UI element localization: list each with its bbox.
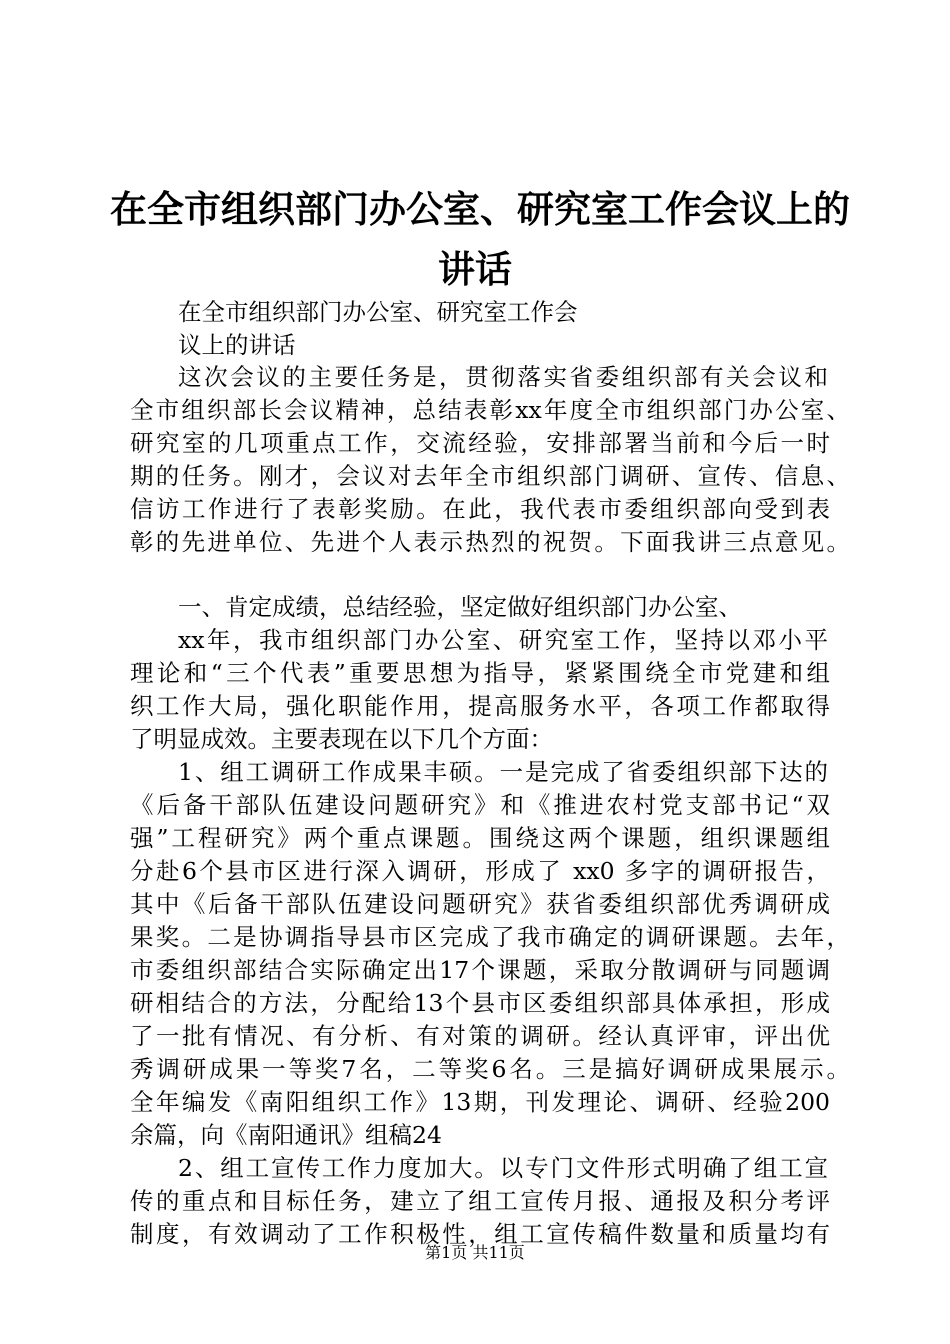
paragraph-line: 《后备干部队伍建设问题研究》和《推进农村党支部书记“双: [130, 791, 830, 819]
paragraph-line: 其中《后备干部队伍建设问题研究》获省委组织部优秀调研成: [130, 890, 830, 918]
paragraph-line: 分赴6个县市区进行深入调研，形成了 xx0 多字的调研报告，: [130, 857, 830, 885]
paragraph-line: 信访工作进行了表彰奖励。在此，我代表市委组织部向受到表: [130, 495, 830, 523]
document-title-line-1: 在全市组织部门办公室、研究室工作会议上的: [110, 188, 850, 231]
paragraph-line: 研相结合的方法，分配给13个县市区委组织部具体承担，形成: [130, 989, 830, 1017]
paragraph-line: 全年编发《南阳组织工作》13期，刊发理论、调研、经验200: [130, 1088, 830, 1116]
paragraph-line: 研究室的几项重点工作，交流经验，安排部署当前和今后一时: [130, 429, 830, 457]
page-footer: 第1页 共11页: [425, 1243, 525, 1262]
paragraph-line: 2、组工宣传工作力度加大。以专门文件形式明确了组工宣: [178, 1154, 828, 1182]
paragraph-line: 织工作大局，强化职能作用，提高服务水平，各项工作都取得: [130, 692, 830, 720]
paragraph-line: 果奖。二是协调指导县市区完成了我市确定的调研课题。去年，: [130, 923, 850, 951]
paragraph-line: 理论和“三个代表”重要思想为指导，紧紧围绕全市党建和组: [130, 659, 830, 687]
paragraph-line: 制度，有效调动了工作积极性，组工宣传稿件数量和质量均有: [130, 1220, 830, 1248]
document-title-line-2: 讲话: [438, 248, 512, 291]
paragraph-line: xx年，我市组织部门办公室、研究室工作，坚持以邓小平: [178, 626, 828, 654]
paragraph-line: 了明显成效。主要表现在以下几个方面：: [130, 725, 553, 753]
paragraph-line: 市委组织部结合实际确定出17个课题，采取分散调研与同题调: [130, 956, 830, 984]
subtitle-line: 议上的讲话: [178, 331, 296, 359]
paragraph-line: 全市组织部长会议精神，总结表彰xx年度全市组织部门办公室、: [130, 396, 850, 424]
paragraph-line: 秀调研成果一等奖7名，二等奖6名。三是搞好调研成果展示。: [130, 1055, 850, 1083]
paragraph-line: 期的任务。刚才，会议对去年全市组织部门调研、宣传、信息、: [130, 462, 850, 490]
subtitle-line: 在全市组织部门办公室、研究室工作会: [178, 298, 578, 326]
paragraph-line: 余篇，向《南阳通讯》组稿24: [130, 1121, 442, 1149]
paragraph-line: 了一批有情况、有分析、有对策的调研。经认真评审，评出优: [130, 1022, 830, 1050]
paragraph-line: 传的重点和目标任务，建立了组工宣传月报、通报及积分考评: [130, 1187, 830, 1215]
paragraph-line: 这次会议的主要任务是，贯彻落实省委组织部有关会议和: [178, 363, 828, 391]
section-heading: 一、肯定成绩，总结经验，坚定做好组织部门办公室、: [178, 593, 742, 621]
paragraph-line: 强”工程研究》两个重点课题。围绕这两个课题，组织课题组: [130, 824, 830, 852]
paragraph-line: 彰的先进单位、先进个人表示热烈的祝贺。下面我讲三点意见。: [130, 528, 850, 556]
paragraph-line: 1、组工调研工作成果丰硕。一是完成了省委组织部下达的: [178, 758, 828, 786]
